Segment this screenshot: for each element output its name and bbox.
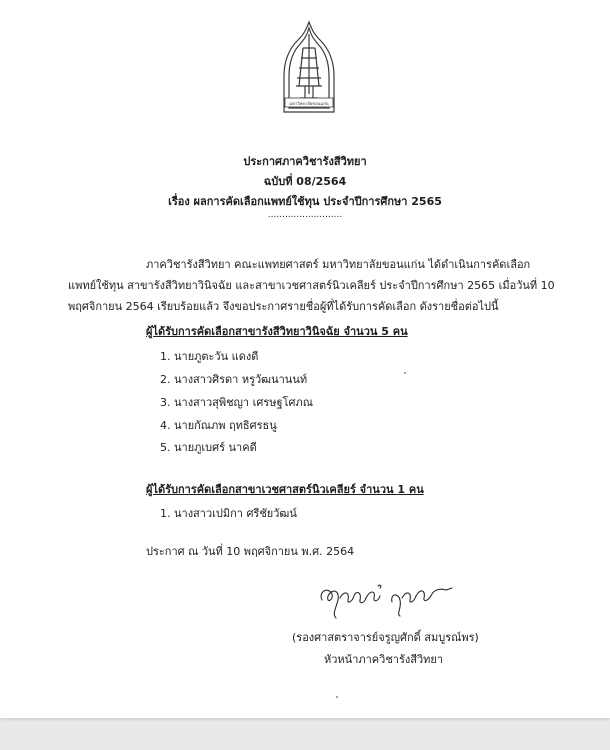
section-nuclear-heading: ผู้ได้รับการคัดเลือกสาขาเวชศาสตร์นิวเคลียร์ จำนวน 1 คน <box>146 483 424 496</box>
signer-name: (รองศาสตราจารย์จรูญศักดิ์ สมบูรณ์พร) <box>292 631 479 644</box>
announcement-date: ประกาศ ณ วันที่ 10 พฤศจิกายน พ.ศ. 2564 <box>146 545 355 558</box>
section-radiology-heading: ผู้ได้รับการคัดเลือกสาขารังสีวิทยาวินิจฉัย จำนวน 5 คน <box>146 325 408 338</box>
announcement-subject: เรื่อง ผลการคัดเลือกแพทย์ใช้ทุน ประจำปีการศึกษา 2565 <box>168 195 442 208</box>
signer-position: หัวหน้าภาควิชารังสีวิทยา <box>324 653 444 666</box>
university-emblem-icon <box>278 20 340 118</box>
body-line-1: ภาควิชารังสีวิทยา คณะแพทยศาสตร์ มหาวิทยาลัยขอนแก่น ได้ดำเนินการคัดเลือก <box>146 258 531 271</box>
list-item: 2. นางสาวศิรดา หรูวัฒนานนท์ <box>160 373 308 386</box>
separator-dots: .......................... <box>267 210 343 220</box>
handwritten-signature <box>316 578 456 624</box>
list-item: 4. นายกัณภพ ฤทธิศรธนู <box>160 419 277 432</box>
list-item: 1. นายภูตะวัน แดงดี <box>160 350 259 363</box>
body-line-2: แพทย์ใช้ทุน สาขารังสีวิทยาวินิจฉัย และสาขาเวชศาสตร์นิวเคลียร์ ประจำปีการศึกษา 2565 เมื่อวันที่ 10 <box>68 279 555 292</box>
svg-text:มหาวิทยาลัยขอนแก่น: มหาวิทยาลัยขอนแก่น <box>289 101 329 106</box>
list-item: 5. นายภูเบศร์ นาคดี <box>160 441 257 454</box>
body-line-3: พฤศจิกายน 2564 เรียบร้อยแล้ว จึงขอประกาศรายชื่อผู้ที่ได้รับการคัดเลือก ดังรายชื่อต่อไปนี้ <box>68 300 499 313</box>
announcement-title: ประกาศภาควิชารังสีวิทยา <box>243 155 367 168</box>
scan-speck <box>336 696 338 698</box>
list-item: 1. นางสาวเปมิกา ศรีชัยวัฒน์ <box>160 507 297 520</box>
announcement-number: ฉบับที่ 08/2564 <box>263 175 347 188</box>
scan-speck <box>404 372 406 374</box>
list-item: 3. นางสาวสุพิชญา เศรษฐโศภณ <box>160 396 313 409</box>
